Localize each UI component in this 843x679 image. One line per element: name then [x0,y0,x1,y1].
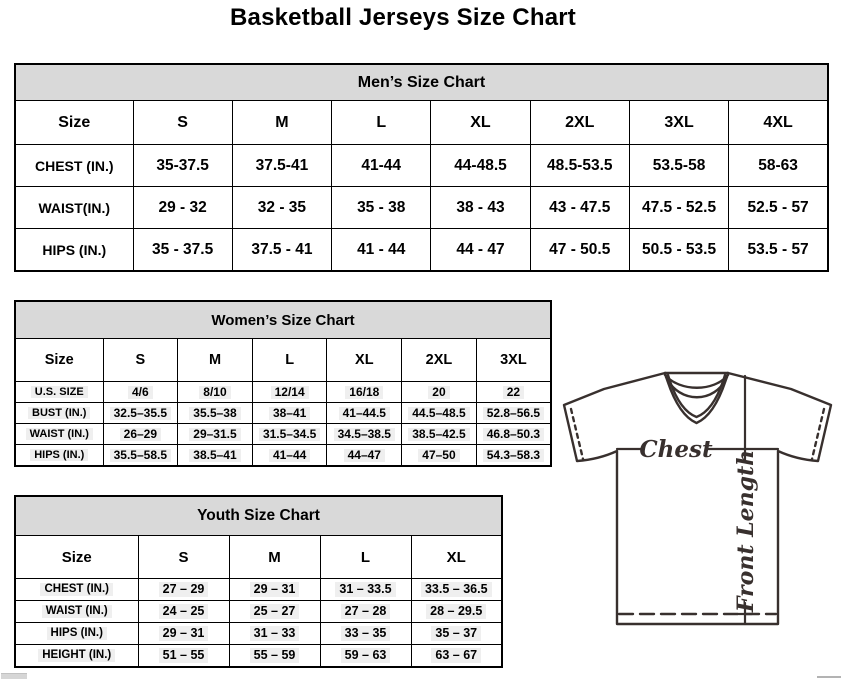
value-cell-text: 32.5–35.5 [110,407,171,421]
value-cell-text: 63 – 67 [431,648,481,662]
row-label-text: WAIST (IN.) [42,605,112,618]
jersey-collar [665,373,728,423]
value-cell-text: 34.5–38.5 [334,428,395,442]
value-cell [252,403,327,424]
size-col-header: XL [431,101,530,145]
value-cell [476,403,551,424]
value-cell [476,382,551,403]
value-cell: 35-37.5 [133,145,232,187]
corner-size-label: Size [15,339,103,382]
size-col-header: L [320,536,411,579]
table-row [15,382,551,403]
row-label: WAIST(IN.) [15,187,133,229]
row-label-text: HIPS (IN.) [30,449,88,462]
value-cell-text: 4/6 [128,386,153,400]
table-row [15,187,828,229]
value-cell: 41 - 44 [332,229,431,272]
row-label [15,424,103,445]
row-label-text: CHEST (IN.) [40,583,113,596]
row-label: HIPS (IN.) [15,229,133,272]
value-cell-text: 52.8–56.5 [483,407,544,421]
value-cell-text: 27 – 28 [341,604,391,618]
value-cell [138,601,229,623]
value-cell: 48.5-53.5 [530,145,629,187]
value-cell [327,445,402,467]
row-label [15,579,138,601]
value-cell [402,445,477,467]
value-cell: 29 - 32 [133,187,232,229]
size-col-header: XL [327,339,402,382]
row-label [15,645,138,668]
value-cell-text: 38.5–42.5 [408,428,469,442]
left-sleeve-seam-dashed [571,409,583,459]
value-cell [320,645,411,668]
value-cell-text: 35 – 37 [431,626,481,640]
value-cell-text: 51 – 55 [159,648,209,662]
value-cell-text: 41–44.5 [339,407,390,421]
value-cell-text: 28 – 29.5 [426,604,486,618]
value-cell-text: 20 [428,386,449,400]
table-row [15,601,502,623]
value-cell [229,645,320,668]
value-cell [320,623,411,645]
table-row [15,623,502,645]
womens-size-table [14,300,552,467]
value-cell-text: 33.5 – 36.5 [421,582,492,596]
front-length-label: Front Length [733,449,759,613]
value-cell: 53.5-58 [629,145,728,187]
value-cell [178,382,253,403]
table-title-band: Men’s Size Chart [15,64,828,101]
table-title-row [15,496,502,536]
jersey-outline [564,373,831,624]
value-cell-text: 29–31.5 [189,428,240,442]
size-header-row [15,536,502,579]
row-label-text: HIPS (IN.) [47,627,107,640]
table-row [15,579,502,601]
value-cell-text: 38.5–41 [189,449,240,463]
page-title: Basketball Jerseys Size Chart [230,4,576,31]
mens-size-table [14,63,829,272]
value-cell: 37.5 - 41 [232,229,331,272]
value-cell [476,424,551,445]
size-col-header: S [133,101,232,145]
horizontal-scrollbar-thumb[interactable] [1,673,27,679]
value-cell [327,403,402,424]
value-cell-text: 55 – 59 [250,648,300,662]
value-cell-text: 16/18 [345,386,383,400]
value-cell: 44-48.5 [431,145,530,187]
value-cell [411,579,502,601]
table-title-row [15,301,551,339]
value-cell-text: 41–44 [269,449,310,463]
value-cell-text: 31 – 33.5 [335,582,395,596]
value-cell-text: 25 – 27 [250,604,300,618]
value-cell: 53.5 - 57 [729,229,828,272]
value-cell [252,382,327,403]
value-cell-text: 59 – 63 [341,648,391,662]
row-label-text: BUST (IN.) [28,407,90,420]
value-cell-text: 35.5–58.5 [110,449,171,463]
value-cell [320,579,411,601]
table-row [15,145,828,187]
jersey-measurement-diagram [556,356,840,632]
right-sleeve-seam-dashed [812,409,824,459]
value-cell-text: 33 – 35 [341,626,391,640]
value-cell: 32 - 35 [232,187,331,229]
table-title-band: Women’s Size Chart [15,301,551,339]
youth-size-table [14,495,503,668]
value-cell [178,445,253,467]
table-row [15,229,828,272]
size-col-header: S [138,536,229,579]
value-cell [402,424,477,445]
value-cell: 37.5-41 [232,145,331,187]
value-cell-text: 8/10 [199,386,230,400]
value-cell [229,601,320,623]
value-cell [178,424,253,445]
value-cell [252,424,327,445]
value-cell: 58-63 [729,145,828,187]
value-cell [103,424,178,445]
value-cell: 38 - 43 [431,187,530,229]
value-cell-text: 31.5–34.5 [259,428,320,442]
table-title-band: Youth Size Chart [15,496,502,536]
value-cell [138,579,229,601]
value-cell [138,623,229,645]
row-label: CHEST (IN.) [15,145,133,187]
value-cell [103,403,178,424]
table-row [15,424,551,445]
size-col-header: S [103,339,178,382]
value-cell-text: 44–47 [344,449,385,463]
value-cell [402,382,477,403]
row-label [15,382,103,403]
value-cell [411,601,502,623]
table-row [15,645,502,668]
table-row [15,403,551,424]
value-cell-text: 46.8–50.3 [483,428,544,442]
row-label-text: U.S. SIZE [31,386,88,399]
value-cell: 52.5 - 57 [729,187,828,229]
value-cell-text: 22 [503,386,524,400]
value-cell: 44 - 47 [431,229,530,272]
value-cell [402,403,477,424]
value-cell: 50.5 - 53.5 [629,229,728,272]
value-cell-text: 27 – 29 [159,582,209,596]
size-col-header: 3XL [629,101,728,145]
value-cell [229,623,320,645]
value-cell: 41-44 [332,145,431,187]
size-col-header: L [252,339,327,382]
value-cell-text: 26–29 [120,428,161,442]
value-cell [252,445,327,467]
value-cell [476,445,551,467]
size-col-header: 3XL [476,339,551,382]
value-cell-text: 35.5–38 [189,407,240,421]
row-label [15,445,103,467]
table-row [15,445,551,467]
size-col-header: L [332,101,431,145]
row-label-text: WAIST (IN.) [26,428,93,441]
value-cell: 47 - 50.5 [530,229,629,272]
horizontal-scrollbar-fragment[interactable] [817,676,841,678]
value-cell [411,645,502,668]
value-cell [138,645,229,668]
size-header-row [15,101,828,145]
row-label [15,601,138,623]
value-cell: 47.5 - 52.5 [629,187,728,229]
row-label [15,403,103,424]
size-col-header: 2XL [530,101,629,145]
size-col-header: 4XL [729,101,828,145]
row-label-text: HEIGHT (IN.) [38,649,115,662]
corner-size-label: Size [15,536,138,579]
value-cell-text: 29 – 31 [159,626,209,640]
value-cell-text: 47–50 [418,449,459,463]
value-cell: 43 - 47.5 [530,187,629,229]
value-cell-text: 54.3–58.3 [483,449,544,463]
value-cell [229,579,320,601]
value-cell [320,601,411,623]
table-title-row [15,64,828,101]
row-label [15,623,138,645]
size-header-row [15,339,551,382]
size-col-header: M [232,101,331,145]
value-cell-text: 31 – 33 [250,626,300,640]
size-col-header: 2XL [402,339,477,382]
value-cell [178,403,253,424]
value-cell [327,382,402,403]
value-cell: 35 - 38 [332,187,431,229]
value-cell [327,424,402,445]
value-cell-text: 29 – 31 [250,582,300,596]
value-cell [103,445,178,467]
chest-label: Chest [639,436,713,463]
corner-size-label: Size [15,101,133,145]
value-cell [103,382,178,403]
value-cell-text: 38–41 [269,407,310,421]
size-col-header: XL [411,536,502,579]
value-cell [411,623,502,645]
value-cell-text: 24 – 25 [159,604,209,618]
size-col-header: M [229,536,320,579]
value-cell: 35 - 37.5 [133,229,232,272]
value-cell-text: 12/14 [271,386,309,400]
size-col-header: M [178,339,253,382]
value-cell-text: 44.5–48.5 [408,407,469,421]
